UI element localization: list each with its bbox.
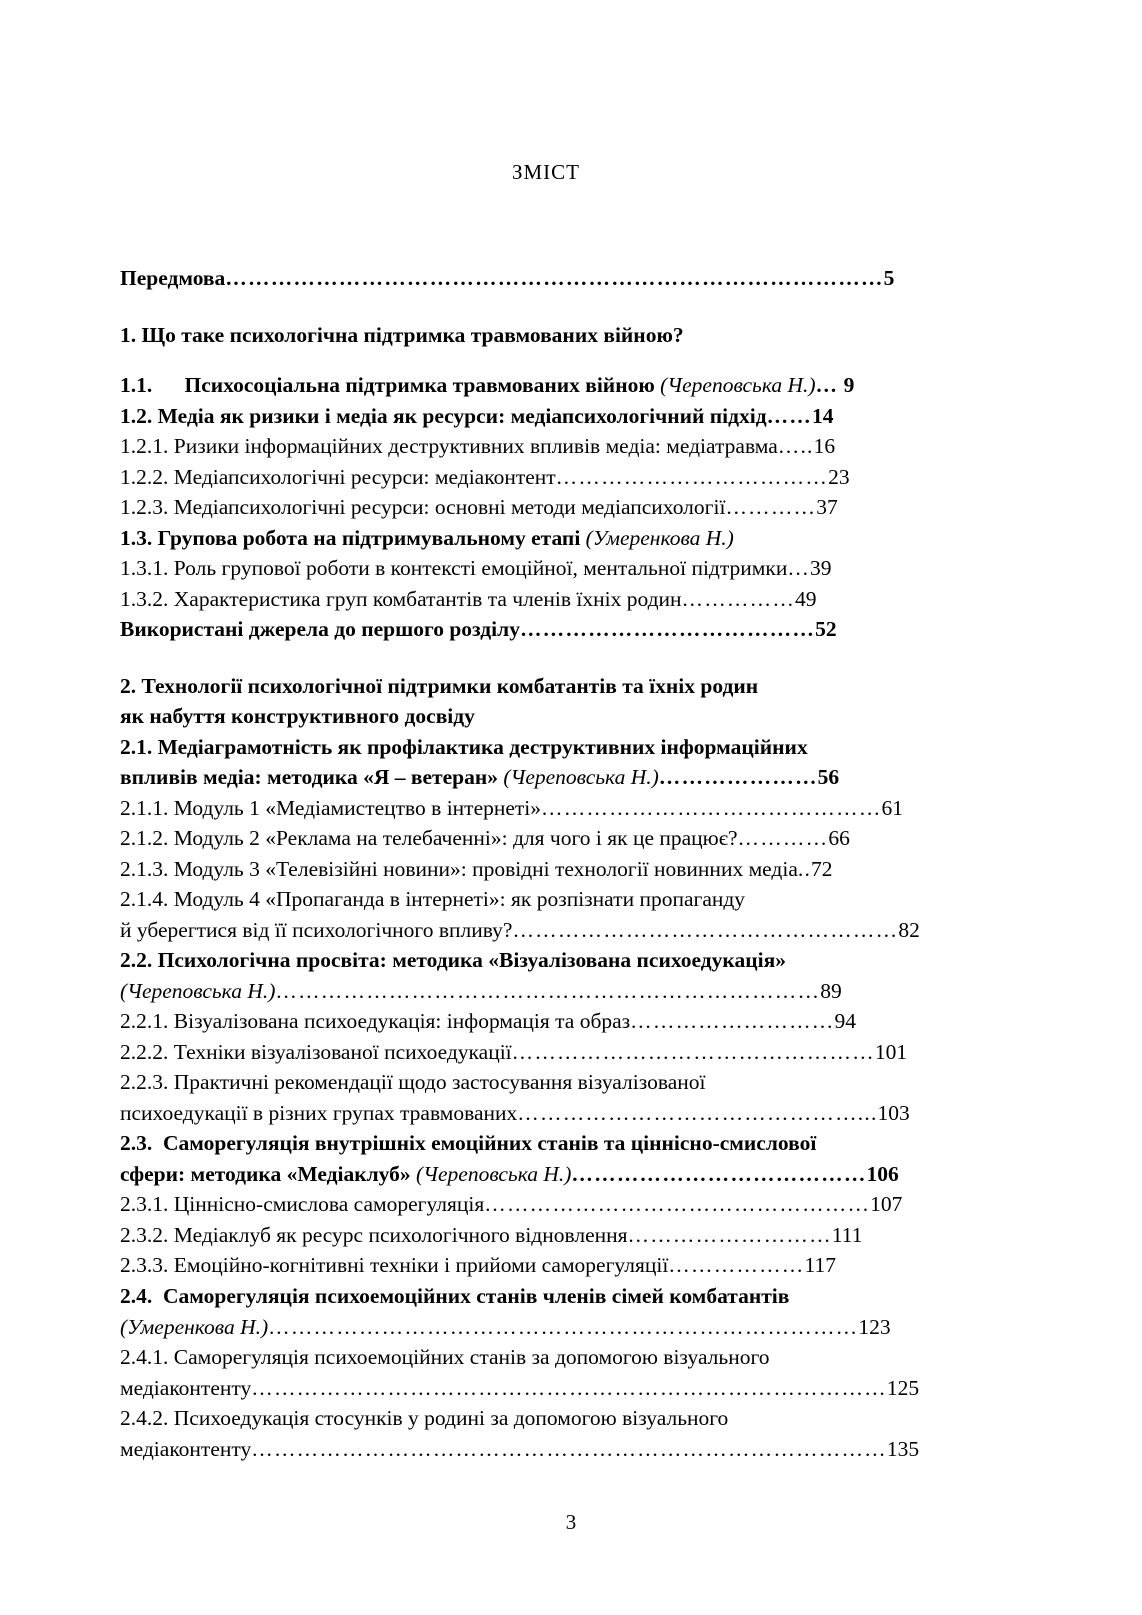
toc-leader-dots: ………………………………… bbox=[519, 617, 816, 642]
toc-entry[interactable] bbox=[120, 1312, 992, 1343]
toc-entry[interactable] bbox=[120, 793, 992, 824]
toc-entry[interactable] bbox=[120, 1098, 992, 1129]
toc-entry-label: 1.2. Медіа як ризики і медіа як ресурси: медіапсихологічний підхід bbox=[120, 403, 767, 428]
toc-page-number: 101 bbox=[874, 1039, 908, 1064]
toc-entry[interactable] bbox=[120, 976, 992, 1007]
toc-entry-label: 2.2.2. Техніки візуалізованої психоедукації bbox=[120, 1039, 512, 1064]
toc-entry[interactable] bbox=[120, 614, 992, 645]
toc-leader-dots: ………………………………………… bbox=[511, 1039, 875, 1064]
toc-leader-dots: … bbox=[787, 556, 811, 581]
toc-leader-dots: … bbox=[815, 373, 839, 398]
toc-page-number: 89 bbox=[820, 978, 842, 1003]
toc-entry[interactable] bbox=[120, 584, 992, 615]
toc-entry-label: 1.2.2. Медіапсихологічні ресурси: медіаконтент bbox=[120, 464, 556, 489]
toc-entry-label: 1.3.1. Роль групової роботи в контексті емоційної, ментальної підтримки bbox=[120, 556, 788, 581]
toc-entry-label: 2.3.2. Медіаклуб як ресурс психологічного відновлення bbox=[120, 1222, 628, 1247]
toc-spacer bbox=[120, 350, 992, 370]
toc-entry-label: й уберегтися від її психологічного впливу? bbox=[120, 917, 513, 942]
toc-entry[interactable] bbox=[120, 1403, 992, 1434]
toc-leader-dots: ….. bbox=[777, 434, 814, 459]
toc-page-number: 82 bbox=[898, 917, 920, 942]
toc-entry[interactable] bbox=[120, 431, 992, 462]
toc-leader-dots: ……………………… bbox=[627, 1222, 832, 1247]
toc-leader-dots: ……………………………………………………………… bbox=[275, 978, 821, 1003]
toc-entry[interactable] bbox=[120, 701, 992, 732]
toc-entry[interactable] bbox=[120, 854, 992, 885]
toc-page-number: 135 bbox=[886, 1436, 920, 1461]
toc-entry-label: як набуття конструктивного досвіду bbox=[120, 704, 475, 729]
toc-entry[interactable] bbox=[120, 732, 992, 763]
toc-leader-dots: …………………………………………………………………………… bbox=[225, 266, 884, 290]
page-number: 3 bbox=[565, 1510, 577, 1534]
toc-entry-label: 1.3.2. Характеристика груп комбатантів та членів їхніх родин bbox=[120, 586, 682, 611]
toc-entry[interactable] bbox=[120, 553, 992, 584]
toc-page-number: 111 bbox=[831, 1222, 863, 1247]
toc-entry-label: 1. Що таке психологічна підтримка травмованих війною? bbox=[120, 322, 684, 347]
toc-entry[interactable] bbox=[120, 1373, 992, 1404]
toc-leader-dots: …………… bbox=[681, 586, 796, 611]
toc-leader-dots: ……………………………………… bbox=[541, 795, 882, 820]
toc-entry[interactable] bbox=[120, 945, 992, 976]
toc-entry[interactable] bbox=[120, 1189, 992, 1220]
toc-entry-label: 2.4.1. Саморегуляція психоемоційних станів за допомогою візуального bbox=[120, 1345, 770, 1370]
toc-entry-label: 2.1.4. Модуль 4 «Пропаганда в інтернеті»: як розпізнати пропаганду bbox=[120, 887, 746, 912]
toc-entry-label: 2.4. Саморегуляція психоемоційних станів членів сімей комбатантів bbox=[120, 1283, 790, 1308]
toc-leader-dots: ……………………………… bbox=[555, 464, 829, 489]
toc-entry-label: (Череповська Н.) bbox=[120, 978, 276, 1003]
toc-entry[interactable] bbox=[120, 1434, 992, 1465]
toc-entry-label: 2.2.3. Практичні рекомендації щодо застосування візуалізованої bbox=[120, 1070, 706, 1095]
toc-entry-label: 2.3. Саморегуляція внутрішніх емоційних станів та ціннісно-смислової bbox=[120, 1131, 817, 1156]
toc-entry[interactable] bbox=[120, 523, 992, 554]
toc-entry[interactable] bbox=[120, 492, 992, 523]
toc-entry-label: 2.2.1. Візуалізована психоедукація: інформація та образ bbox=[120, 1009, 631, 1034]
toc-page-number: 72 bbox=[811, 856, 833, 881]
toc-entry[interactable] bbox=[120, 884, 992, 915]
toc-leader-dots: ………………………………………………………………………… bbox=[251, 1436, 887, 1461]
toc-entry[interactable] bbox=[120, 1250, 992, 1281]
toc-entry-label: 2.3.1. Ціннісно-смислова саморегуляція bbox=[120, 1192, 485, 1217]
toc-page-number: 125 bbox=[886, 1375, 920, 1400]
page-title: ЗМІСТ bbox=[511, 160, 581, 184]
toc-leader-dots: ………………… bbox=[658, 765, 818, 790]
toc-entry[interactable] bbox=[120, 1128, 992, 1159]
toc-leader-dots: ……………… bbox=[668, 1253, 805, 1278]
toc-page-number: 23 bbox=[828, 464, 850, 489]
toc-spacer bbox=[120, 237, 992, 263]
toc-leader-dots: …………………………………………… bbox=[512, 917, 899, 942]
toc-entry-label: 2.1.3. Модуль 3 «Телевізійні новини»: провідні технології новинних медіа bbox=[120, 856, 798, 881]
toc-page-number: 123 bbox=[858, 1314, 891, 1339]
toc-leader-dots: …………………………………………… bbox=[484, 1192, 871, 1217]
toc-page-number: 5 bbox=[883, 266, 895, 290]
toc-entry[interactable] bbox=[120, 370, 992, 401]
toc-entry[interactable] bbox=[120, 1220, 992, 1251]
toc-entry-label: 2. Технології психологічної підтримки комбатантів та їхніх родин bbox=[120, 673, 759, 698]
toc-entry[interactable] bbox=[120, 263, 992, 294]
toc-entry-label: 2.1. Медіаграмотність як профілактика деструктивних інформаційних bbox=[120, 734, 808, 759]
toc-entry[interactable] bbox=[120, 1067, 992, 1098]
toc-entry-label: психоедукації в різних групах травмованих bbox=[120, 1100, 518, 1125]
toc-entry-author: (Череповська Н.) bbox=[416, 1161, 572, 1186]
toc-entry-label: сфери: методика «Медіаклуб» bbox=[120, 1161, 417, 1186]
toc-leader-dots: ……………………… bbox=[630, 1009, 835, 1034]
toc-entry[interactable] bbox=[120, 401, 992, 432]
toc-leader-dots: …………………………………………………………………… bbox=[268, 1314, 859, 1339]
toc-leader-dots: .. bbox=[797, 856, 812, 881]
toc-leader-dots: ………………………………… bbox=[571, 1161, 867, 1186]
toc-entry[interactable] bbox=[120, 823, 992, 854]
toc-leader-dots: ………………………………………... bbox=[517, 1100, 878, 1125]
toc-leader-dots: ………… bbox=[725, 495, 817, 520]
toc-page-number: 37 bbox=[816, 495, 838, 520]
toc-spacer bbox=[120, 645, 992, 671]
toc-entry[interactable] bbox=[120, 1006, 992, 1037]
toc-leader-dots: ………… bbox=[737, 826, 829, 851]
toc-page-number: 94 bbox=[834, 1009, 856, 1034]
toc-entry-label: 1.1. Психосоціальна підтримка травмованих війною bbox=[120, 373, 661, 398]
toc-entry-label: 2.1.2. Модуль 2 «Реклама на телебаченні»: для чого і як це працює? bbox=[120, 826, 738, 851]
toc-entry-author: (Череповська Н.) bbox=[660, 373, 816, 398]
toc-entry[interactable] bbox=[120, 1159, 992, 1190]
toc-entry-author: (Череповська Н.) bbox=[503, 765, 659, 790]
toc-entry[interactable] bbox=[120, 762, 992, 793]
toc-entry[interactable] bbox=[120, 1342, 992, 1373]
toc-entry[interactable] bbox=[120, 1281, 992, 1312]
toc-page-number: 14 bbox=[812, 403, 834, 428]
toc-page-number: 52 bbox=[815, 617, 837, 642]
toc-entry-label: медіаконтенту bbox=[120, 1375, 252, 1400]
toc-page-number: 9 bbox=[838, 373, 855, 398]
toc-entry-label: 1.2.3. Медіапсихологічні ресурси: основні методи медіапсихології bbox=[120, 495, 726, 520]
toc-entry-label: 1.3. Групова робота на підтримувальному етапі bbox=[120, 525, 586, 550]
toc-spacer bbox=[120, 294, 992, 320]
toc-entry-label: 2.2. Психологічна просвіта: методика «Візуалізована психоедукація» bbox=[120, 948, 786, 973]
toc-entry[interactable] bbox=[120, 915, 992, 946]
toc-entry-label: Передмова bbox=[120, 266, 226, 290]
toc-page-number: 103 bbox=[877, 1100, 910, 1125]
toc-page-number: 61 bbox=[881, 795, 904, 820]
toc-page-number: 16 bbox=[813, 434, 836, 459]
table-of-contents bbox=[120, 237, 992, 1464]
toc-page-number: 66 bbox=[828, 826, 850, 851]
toc-page-number: 107 bbox=[870, 1192, 903, 1217]
toc-entry[interactable] bbox=[120, 671, 992, 702]
toc-entry-label: 1.2.1. Ризики інформаційних деструктивних впливів медіа: медіатравма bbox=[120, 434, 778, 459]
toc-entry-label: 2.3.3. Емоційно-когнітивні техніки і прийоми саморегуляції bbox=[120, 1253, 669, 1278]
toc-entry-label: 2.4.2. Психоедукація стосунків у родині за допомогою візуального bbox=[120, 1406, 729, 1431]
toc-entry-label: 2.1.1. Модуль 1 «Медіамистецтво в інтернеті» bbox=[120, 795, 542, 820]
toc-page-number: 106 bbox=[866, 1161, 899, 1186]
toc-leader-dots: …… bbox=[766, 403, 812, 428]
toc-entry[interactable] bbox=[120, 320, 992, 351]
toc-entry[interactable] bbox=[120, 462, 992, 493]
toc-page-number: 49 bbox=[795, 586, 817, 611]
toc-leader-dots: ………………………………………………………………………… bbox=[251, 1375, 887, 1400]
toc-entry-label: впливів медіа: методика «Я – ветеран» bbox=[120, 765, 504, 790]
toc-entry-label: (Умеренкова Н.) bbox=[120, 1314, 269, 1339]
toc-page-number: 117 bbox=[804, 1253, 836, 1278]
toc-entry-author: (Умеренкова Н.) bbox=[585, 525, 734, 550]
toc-page-number: 39 bbox=[810, 556, 832, 581]
toc-entry[interactable] bbox=[120, 1037, 992, 1068]
toc-entry-label: медіаконтенту bbox=[120, 1436, 252, 1461]
toc-page-number: 56 bbox=[817, 765, 840, 790]
toc-entry-label: Використані джерела до першого розділу bbox=[120, 617, 520, 642]
